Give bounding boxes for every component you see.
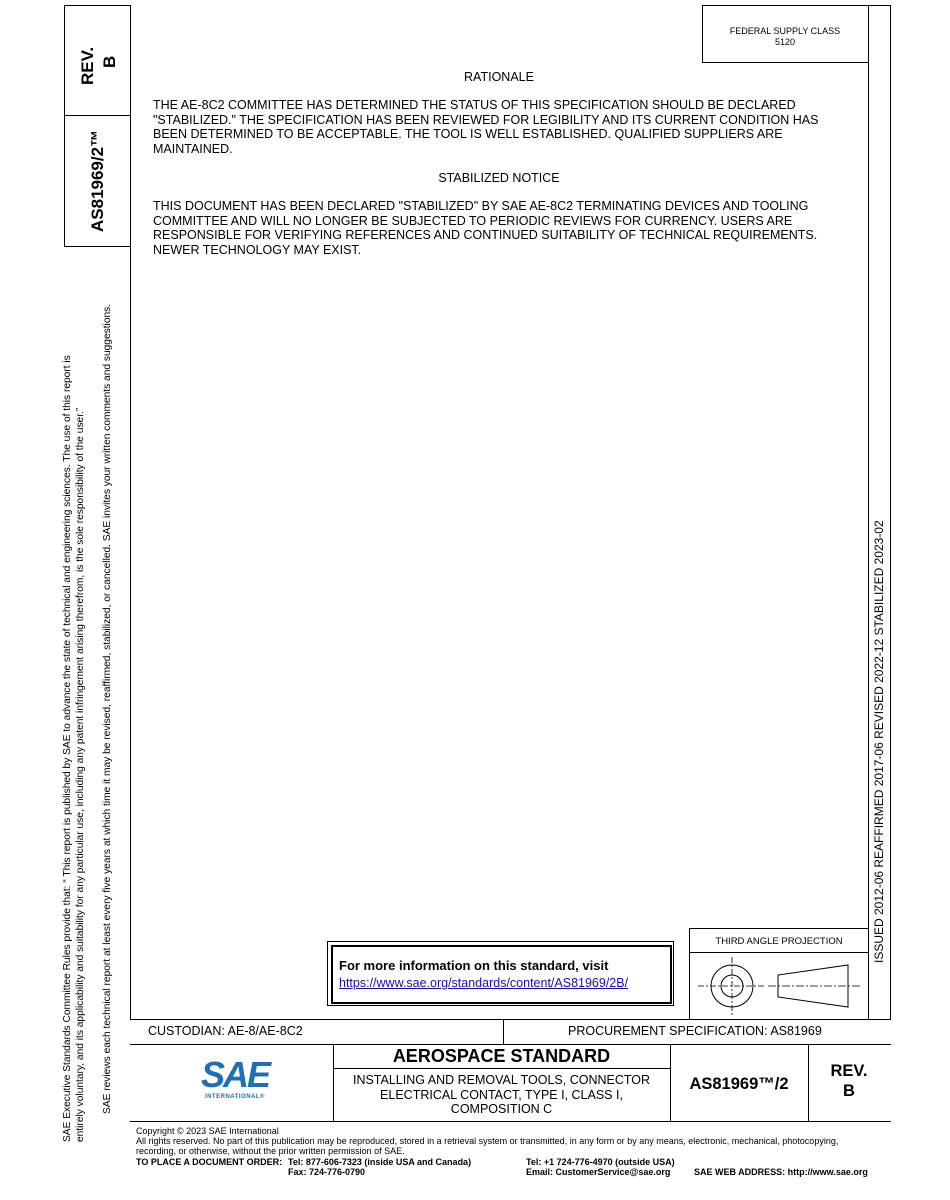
sae-logo-text: SAE <box>200 1054 270 1095</box>
doc-title <box>333 1073 670 1117</box>
copyright: Copyright © 2023 SAE International <box>136 1126 279 1136</box>
projection-symbol-icon <box>690 953 868 1019</box>
side-note-line2: entirely voluntary, and its applicability and suitability for any particular use, including any patent infringement arising therefrom, is the sole responsibility of the user.” <box>75 407 86 1142</box>
rationale-body: THE AE-8C2 COMMITTEE HAS DETERMINED THE STATUS OF THIS SPECIFICATION SHOULD BE DECLARED "STABILIZED." THE SPECIFICATION HAS BEEN REVIEWED FOR LEGIBILITY AND ITS CURRENT CONDITION HAS BEEN DETERMINED TO BE ACCEPTABLE. THE TOOL IS WELL ESTABLISHED. QUALIFIED SUPPLIERS ARE MAINTAINED. <box>153 98 819 156</box>
tab-rev-value: B <box>100 55 119 68</box>
rationale-heading: RATIONALE <box>464 70 534 84</box>
info-title: For more information on this standard, visit <box>339 958 609 973</box>
fsc-label: FEDERAL SUPPLY CLASS <box>729 26 841 36</box>
order-label: TO PLACE A DOCUMENT ORDER: <box>136 1157 283 1167</box>
side-note-line3: SAE reviews each technical report at least every five years at which time it may be revised, reaffirmed, stabilized, or cancelled. SAE invites your written comments and suggestions. <box>102 303 113 1114</box>
doc-title-line3: COMPOSITION C <box>450 1102 553 1116</box>
info-link[interactable]: https://www.sae.org/standards/content/AS81969/2B/ <box>339 976 629 990</box>
tel-intl: Tel: +1 724-776-4970 (outside USA) <box>526 1157 675 1167</box>
web-address: SAE WEB ADDRESS: http://www.sae.org <box>694 1167 868 1177</box>
stabilized-heading: STABILIZED NOTICE <box>438 171 560 185</box>
sae-logo-subtext: INTERNATIONAL® <box>205 1094 265 1100</box>
rights-line2: recording, or otherwise, without the prior written permission of SAE. <box>136 1146 405 1156</box>
rights-line1: All rights reserved. No part of this publication may be reproduced, stored in a retrieval system or transmitted, in any form or by any means, electronic, mechanical, photocopying, <box>136 1136 839 1146</box>
side-note-line1: SAE Executive Standards Committee Rules provide that: “ This report is published by SAE to advance the state of technical and engineering sciences. The use of this report is <box>62 355 73 1142</box>
tab-doc-number: AS81969/2™ <box>88 129 107 232</box>
projection-label: THIRD ANGLE PROJECTION <box>715 936 843 947</box>
fsc-value: 5120 <box>774 37 796 47</box>
sae-logo <box>190 1056 280 1100</box>
doc-title-line2: ELECTRICAL CONTACT, TYPE I, CLASS I, <box>380 1087 623 1102</box>
doc-number: AS81969™/2 <box>689 1075 789 1093</box>
doc-title-line1: INSTALLING AND REMOVAL TOOLS, CONNECTOR <box>352 1073 651 1087</box>
tab-rev-label: REV. <box>78 46 97 85</box>
standard-type: AEROSPACE STANDARD <box>392 1046 611 1066</box>
info-box <box>327 941 674 1006</box>
revision-history: ISSUED 2012-06 REAFFIRMED 2017-06 REVISED 2022-12 STABILIZED 2023-02 <box>872 520 886 963</box>
fax: Fax: 724-776-0790 <box>288 1167 366 1177</box>
rev-label: REV. <box>830 1062 868 1080</box>
tel-us: Tel: 877-606-7323 (inside USA and Canada) <box>288 1157 472 1167</box>
custodian: CUSTODIAN: AE-8/AE-8C2 <box>148 1024 303 1038</box>
rev-value: B <box>843 1082 855 1100</box>
email: Email: CustomerService@sae.org <box>526 1167 671 1177</box>
procurement-spec: PROCUREMENT SPECIFICATION: AS81969 <box>568 1024 822 1038</box>
stabilized-body: THIS DOCUMENT HAS BEEN DECLARED "STABILIZED" BY SAE AE-8C2 TERMINATING DEVICES AND TOOLING COMMITTEE AND WILL NO LONGER BE SUBJECTED TO PERIODIC REVIEWS FOR CURRENCY. USERS ARE RESPONSIBLE FOR VERIFYING REFERENCES AND CONTINUED SUITABILITY OF TECHNICAL REQUIREMENTS. NEWER TECHNOLOGY MAY EXIST. <box>153 199 818 257</box>
